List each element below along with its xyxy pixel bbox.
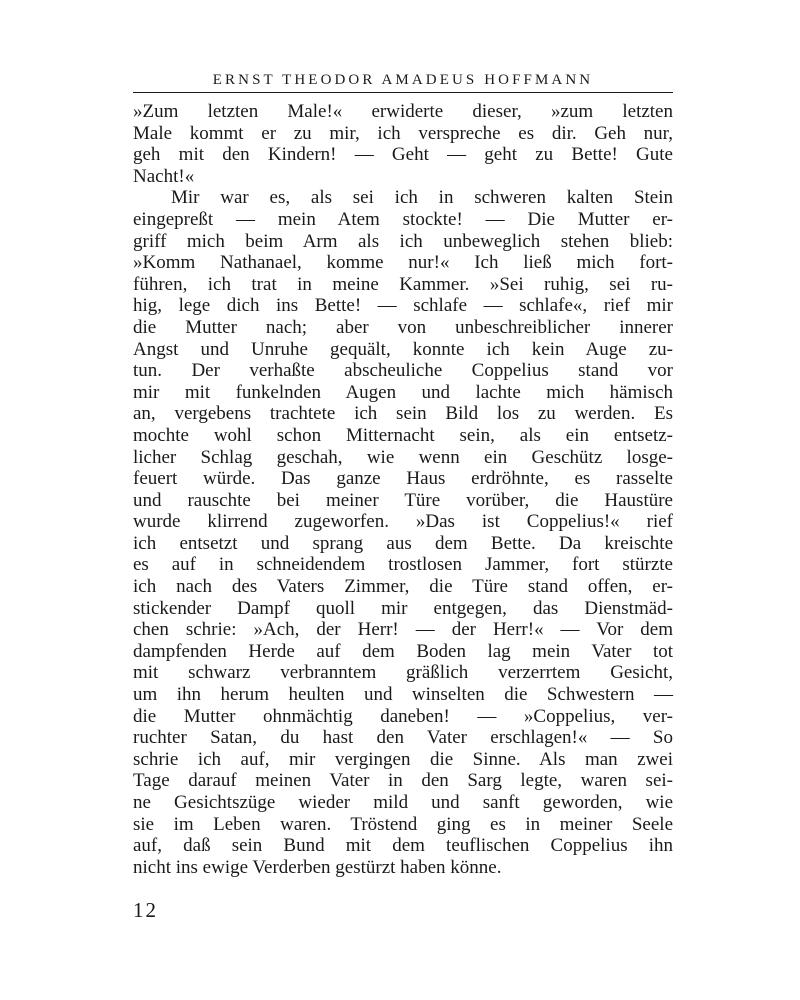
text-line: Angst und Unruhe gequält, konnte ich kein Auge zu-	[133, 338, 673, 360]
text-line: um ihn herum heulten und winselten die Schwestern —	[133, 684, 673, 706]
text-line: schrie ich auf, mir vergingen die Sinne. Als man zwei	[133, 748, 673, 770]
text-line: es auf in schneidendem trostlosen Jammer, fort stürzte	[133, 554, 673, 576]
text-line: die Mutter ohnmächtig daneben! — »Coppelius, ver-	[133, 705, 673, 727]
text-line: auf, daß sein Bund mit dem teuflischen Coppelius ihn	[133, 835, 673, 857]
text-line: ruchter Satan, du hast den Vater erschlagen!« — So	[133, 727, 673, 749]
text-line: mit schwarz verbranntem gräßlich verzerrtem Gesicht,	[133, 662, 673, 684]
paragraph-2	[133, 187, 673, 878]
text-line: ich nach des Vaters Zimmer, die Türe stand offen, er-	[133, 576, 673, 598]
text-line: ne Gesichtszüge wieder mild und sanft geworden, wie	[133, 792, 673, 813]
text-line: Male kommt er zu mir, ich verspreche es dir. Geh nur,	[133, 122, 673, 144]
text-line: sie im Leben waren. Tröstend ging es in meiner Seele	[133, 813, 673, 835]
text-line: die Mutter nach; aber von unbeschreiblicher innerer	[133, 316, 673, 338]
running-head: ERNST THEODOR AMADEUS HOFFMANN	[133, 72, 673, 93]
body-text	[133, 101, 673, 878]
text-line: mochte wohl schon Mitternacht sein, als ein entsetz-	[133, 424, 673, 446]
text-line: griff mich beim Arm als ich unbeweglich stehen blieb:	[133, 230, 673, 252]
text-line: chen schrie: »Ach, der Herr! — der Herr!« — Vor dem	[133, 619, 673, 641]
text-line: Tage darauf meinen Vater in den Sarg legte, waren sei-	[133, 770, 673, 792]
text-line: tun. Der verhaßte abscheuliche Coppelius stand vor	[133, 360, 673, 382]
text-line: Mir war es, als sei ich in schweren kalten Stein	[171, 187, 673, 209]
text-line: nicht ins ewige Verderben gestürzt haben könne.	[133, 856, 502, 878]
text-line: und rauschte bei meiner Türe vorüber, die Haustüre	[133, 489, 673, 511]
text-line: Nacht!«	[133, 165, 195, 187]
text-line: stickender Dampf quoll mir entgegen, das Dienstmäd-	[133, 597, 673, 619]
text-line: eingepreßt — mein Atem stockte! — Die Mutter er-	[133, 208, 673, 230]
text-line: wurde klirrend zugeworfen. »Das ist Coppelius!« rief	[133, 511, 673, 533]
text-line: »Zum letzten Male!« erwiderte dieser, »zum letzten	[133, 101, 673, 122]
text-line: geh mit den Kindern! — Geht — geht zu Bette! Gute	[133, 144, 673, 166]
page-number: 12	[133, 898, 158, 922]
text-line: führen, ich trat in meine Kammer. »Sei ruhig, sei ru-	[133, 273, 673, 295]
text-line: an, vergebens trachtete ich sein Bild los zu werden. Es	[133, 403, 673, 425]
paragraph-1	[133, 101, 673, 187]
text-line: hig, lege dich ins Bette! — schlafe — schlafe«, rief mir	[133, 295, 673, 317]
text-line: feuert würde. Das ganze Haus erdröhnte, es rasselte	[133, 468, 673, 490]
text-line: licher Schlag geschah, wie wenn ein Geschütz losge-	[133, 446, 673, 468]
text-line: mir mit funkelnden Augen und lachte mich hämisch	[133, 381, 673, 403]
book-page	[133, 72, 673, 878]
text-line: ich entsetzt und sprang aus dem Bette. Da kreischte	[133, 532, 673, 554]
text-line: »Komm Nathanael, komme nur!« Ich ließ mich fort-	[133, 252, 673, 274]
text-line: dampfenden Herde auf dem Boden lag mein Vater tot	[133, 640, 673, 662]
